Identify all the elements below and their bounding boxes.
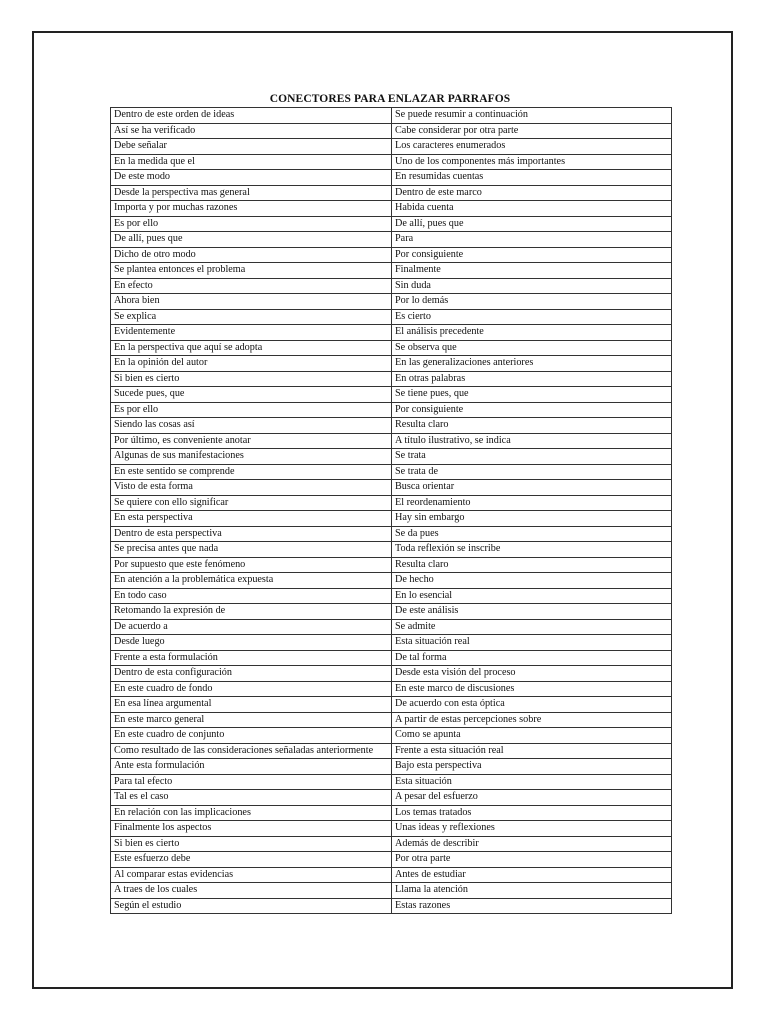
table-row bbox=[111, 728, 672, 744]
connector-left-cell: Para tal efecto bbox=[111, 774, 392, 790]
connector-right-cell: Se trata de bbox=[392, 464, 672, 480]
connector-left-cell: Si bien es cierto bbox=[111, 836, 392, 852]
connector-right-cell: El análisis precedente bbox=[392, 325, 672, 341]
connector-right-cell: Se da pues bbox=[392, 526, 672, 542]
connector-left-cell: Si bien es cierto bbox=[111, 371, 392, 387]
connector-right-cell: A pesar del esfuerzo bbox=[392, 790, 672, 806]
table-row bbox=[111, 805, 672, 821]
table-row bbox=[111, 449, 672, 465]
connector-right-cell: En las generalizaciones anteriores bbox=[392, 356, 672, 372]
connector-right-cell: De este análisis bbox=[392, 604, 672, 620]
connector-right-cell: El reordenamiento bbox=[392, 495, 672, 511]
connector-right-cell: Habida cuenta bbox=[392, 201, 672, 217]
connector-right-cell: Los caracteres enumerados bbox=[392, 139, 672, 155]
connector-left-cell: En todo caso bbox=[111, 588, 392, 604]
connector-left-cell: Visto de esta forma bbox=[111, 480, 392, 496]
connector-left-cell: Ante esta formulación bbox=[111, 759, 392, 775]
table-row bbox=[111, 371, 672, 387]
connector-left-cell: En atención a la problemática expuesta bbox=[111, 573, 392, 589]
table-row bbox=[111, 883, 672, 899]
table-row bbox=[111, 402, 672, 418]
connector-left-cell: Así se ha verificado bbox=[111, 123, 392, 139]
table-row bbox=[111, 588, 672, 604]
table-row bbox=[111, 139, 672, 155]
connector-left-cell: Se quiere con ello significar bbox=[111, 495, 392, 511]
connector-left-cell: En este marco general bbox=[111, 712, 392, 728]
table-row bbox=[111, 542, 672, 558]
connector-left-cell: De acuerdo a bbox=[111, 619, 392, 635]
table-row bbox=[111, 604, 672, 620]
table-row bbox=[111, 852, 672, 868]
table-row bbox=[111, 185, 672, 201]
connectors-table-body bbox=[111, 108, 672, 914]
connector-right-cell: Llama la atención bbox=[392, 883, 672, 899]
connector-right-cell: Por otra parte bbox=[392, 852, 672, 868]
connector-left-cell: Dentro de esta configuración bbox=[111, 666, 392, 682]
table-row bbox=[111, 774, 672, 790]
connector-left-cell: Dentro de este orden de ideas bbox=[111, 108, 392, 124]
connector-left-cell: Finalmente los aspectos bbox=[111, 821, 392, 837]
connector-right-cell: Se trata bbox=[392, 449, 672, 465]
connector-left-cell: Importa y por muchas razones bbox=[111, 201, 392, 217]
table-row bbox=[111, 898, 672, 914]
table-row bbox=[111, 464, 672, 480]
connector-left-cell: Es por ello bbox=[111, 402, 392, 418]
connector-right-cell: Se puede resumir a continuación bbox=[392, 108, 672, 124]
connector-right-cell: Unas ideas y reflexiones bbox=[392, 821, 672, 837]
table-row bbox=[111, 201, 672, 217]
connector-right-cell: Desde esta visión del proceso bbox=[392, 666, 672, 682]
connector-right-cell: Resulta claro bbox=[392, 557, 672, 573]
table-row bbox=[111, 294, 672, 310]
connector-left-cell: En la medida que el bbox=[111, 154, 392, 170]
table-row bbox=[111, 387, 672, 403]
connector-left-cell: Retomando la expresión de bbox=[111, 604, 392, 620]
connector-right-cell: En resumidas cuentas bbox=[392, 170, 672, 186]
connector-right-cell: Dentro de este marco bbox=[392, 185, 672, 201]
connector-left-cell: En esa línea argumental bbox=[111, 697, 392, 713]
connector-right-cell: Busca orientar bbox=[392, 480, 672, 496]
table-row bbox=[111, 480, 672, 496]
table-row bbox=[111, 666, 672, 682]
connector-right-cell: Para bbox=[392, 232, 672, 248]
connector-right-cell: Además de describir bbox=[392, 836, 672, 852]
table-row bbox=[111, 278, 672, 294]
table-row bbox=[111, 573, 672, 589]
table-row bbox=[111, 681, 672, 697]
table-row bbox=[111, 650, 672, 666]
connector-left-cell: En la opinión del autor bbox=[111, 356, 392, 372]
connector-left-cell: De este modo bbox=[111, 170, 392, 186]
connector-right-cell: Sin duda bbox=[392, 278, 672, 294]
connector-right-cell: Es cierto bbox=[392, 309, 672, 325]
connector-right-cell: Por consiguiente bbox=[392, 402, 672, 418]
table-row bbox=[111, 511, 672, 527]
table-row bbox=[111, 790, 672, 806]
connector-left-cell: Ahora bien bbox=[111, 294, 392, 310]
table-row bbox=[111, 123, 672, 139]
table-row bbox=[111, 836, 672, 852]
connector-left-cell: Evidentemente bbox=[111, 325, 392, 341]
connector-right-cell: Frente a esta situación real bbox=[392, 743, 672, 759]
connector-left-cell: Frente a esta formulación bbox=[111, 650, 392, 666]
connector-left-cell: Es por ello bbox=[111, 216, 392, 232]
connector-left-cell: Según el estudio bbox=[111, 898, 392, 914]
table-row bbox=[111, 743, 672, 759]
document-title: CONECTORES PARA ENLAZAR PARRAFOS bbox=[269, 93, 511, 105]
connector-right-cell: En este marco de discusiones bbox=[392, 681, 672, 697]
connector-right-cell: Antes de estudiar bbox=[392, 867, 672, 883]
table-row bbox=[111, 309, 672, 325]
table-row bbox=[111, 526, 672, 542]
connector-right-cell: De hecho bbox=[392, 573, 672, 589]
connector-left-cell: En este cuadro de fondo bbox=[111, 681, 392, 697]
connector-left-cell: Tal es el caso bbox=[111, 790, 392, 806]
connector-left-cell: Desde la perspectiva mas general bbox=[111, 185, 392, 201]
table-row bbox=[111, 325, 672, 341]
connector-right-cell: Los temas tratados bbox=[392, 805, 672, 821]
connector-right-cell: Esta situación bbox=[392, 774, 672, 790]
connector-right-cell: Estas razones bbox=[392, 898, 672, 914]
connector-right-cell: Cabe considerar por otra parte bbox=[392, 123, 672, 139]
connector-left-cell: Por último, es conveniente anotar bbox=[111, 433, 392, 449]
table-row bbox=[111, 263, 672, 279]
table-row bbox=[111, 356, 672, 372]
connector-left-cell: Dentro de esta perspectiva bbox=[111, 526, 392, 542]
table-row bbox=[111, 433, 672, 449]
table-row bbox=[111, 216, 672, 232]
connector-left-cell: Se plantea entonces el problema bbox=[111, 263, 392, 279]
table-row bbox=[111, 232, 672, 248]
connector-right-cell: En otras palabras bbox=[392, 371, 672, 387]
connector-right-cell: Se tiene pues, que bbox=[392, 387, 672, 403]
connector-left-cell: Desde luego bbox=[111, 635, 392, 651]
connector-left-cell: Se precisa antes que nada bbox=[111, 542, 392, 558]
connector-left-cell: En efecto bbox=[111, 278, 392, 294]
connector-right-cell: Por consiguiente bbox=[392, 247, 672, 263]
connector-left-cell: En esta perspectiva bbox=[111, 511, 392, 527]
table-row bbox=[111, 247, 672, 263]
connector-left-cell: En relación con las implicaciones bbox=[111, 805, 392, 821]
table-row bbox=[111, 340, 672, 356]
table-row bbox=[111, 170, 672, 186]
connector-right-cell: Se observa que bbox=[392, 340, 672, 356]
connector-left-cell: Se explica bbox=[111, 309, 392, 325]
connector-right-cell: De acuerdo con esta óptica bbox=[392, 697, 672, 713]
table-row bbox=[111, 619, 672, 635]
connector-left-cell: De allí, pues que bbox=[111, 232, 392, 248]
table-row bbox=[111, 108, 672, 124]
table-row bbox=[111, 821, 672, 837]
connector-left-cell: En este cuadro de conjunto bbox=[111, 728, 392, 744]
table-row bbox=[111, 557, 672, 573]
connector-left-cell: Por supuesto que este fenómeno bbox=[111, 557, 392, 573]
connector-right-cell: Finalmente bbox=[392, 263, 672, 279]
connector-left-cell: Algunas de sus manifestaciones bbox=[111, 449, 392, 465]
connector-left-cell: Debe señalar bbox=[111, 139, 392, 155]
connector-right-cell: A partir de estas percepciones sobre bbox=[392, 712, 672, 728]
connector-right-cell: Se admite bbox=[392, 619, 672, 635]
connector-right-cell: De allí, pues que bbox=[392, 216, 672, 232]
connectors-table bbox=[110, 107, 672, 914]
connector-left-cell: En este sentido se comprende bbox=[111, 464, 392, 480]
connector-right-cell: Por lo demás bbox=[392, 294, 672, 310]
table-row bbox=[111, 635, 672, 651]
table-row bbox=[111, 712, 672, 728]
table-row bbox=[111, 697, 672, 713]
connector-right-cell: Resulta claro bbox=[392, 418, 672, 434]
table-row bbox=[111, 154, 672, 170]
connector-right-cell: Bajo esta perspectiva bbox=[392, 759, 672, 775]
connector-left-cell: Este esfuerzo debe bbox=[111, 852, 392, 868]
connector-right-cell: Como se apunta bbox=[392, 728, 672, 744]
connector-left-cell: Sucede pues, que bbox=[111, 387, 392, 403]
connector-right-cell: Toda reflexión se inscribe bbox=[392, 542, 672, 558]
connector-right-cell: Esta situación real bbox=[392, 635, 672, 651]
connector-right-cell: Hay sin embargo bbox=[392, 511, 672, 527]
table-row bbox=[111, 495, 672, 511]
connector-left-cell: A traes de los cuales bbox=[111, 883, 392, 899]
connector-right-cell: A título ilustrativo, se indica bbox=[392, 433, 672, 449]
table-row bbox=[111, 418, 672, 434]
connector-right-cell: De tal forma bbox=[392, 650, 672, 666]
connector-left-cell: Como resultado de las consideraciones señaladas anteriormente bbox=[111, 743, 392, 759]
connector-left-cell: En la perspectiva que aquí se adopta bbox=[111, 340, 392, 356]
connector-left-cell: Dicho de otro modo bbox=[111, 247, 392, 263]
table-row bbox=[111, 867, 672, 883]
table-row bbox=[111, 759, 672, 775]
connector-left-cell: Al comparar estas evidencias bbox=[111, 867, 392, 883]
connector-left-cell: Siendo las cosas así bbox=[111, 418, 392, 434]
connector-right-cell: Uno de los componentes más importantes bbox=[392, 154, 672, 170]
connector-right-cell: En lo esencial bbox=[392, 588, 672, 604]
